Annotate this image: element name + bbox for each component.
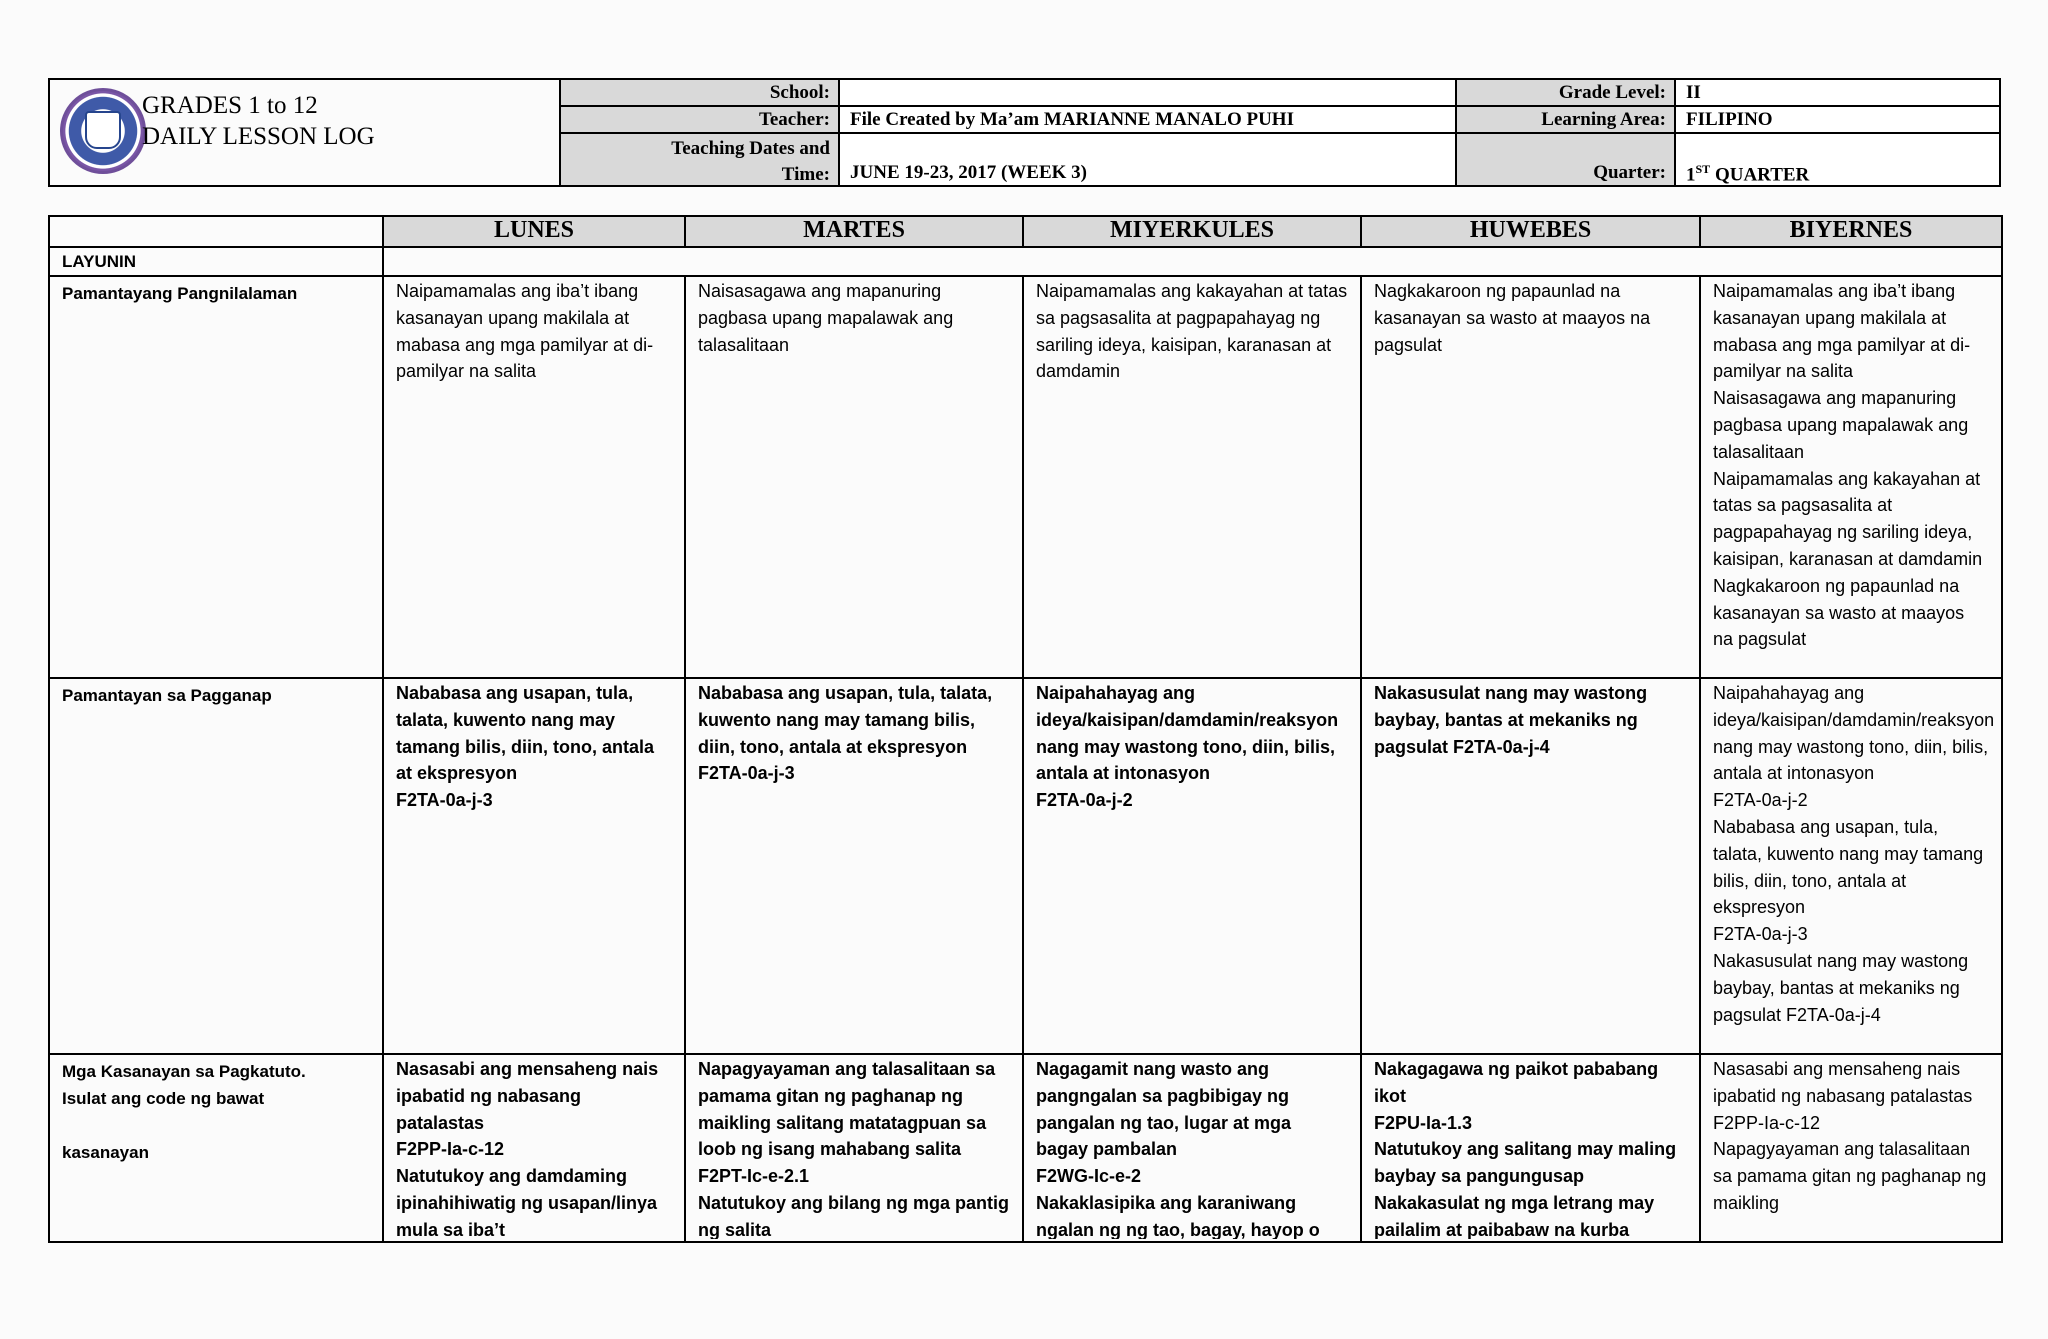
section-label-layunin: LAYUNIN bbox=[49, 247, 383, 276]
table-cell-text: Napagyayaman ang talasalitaan sa pamama gitan ng paghanap ng maikling salitang matatagpuan sa loob ng isang mahabang salita F2PT-Ic-e-2.1 Natutukoy ang bilang ng mga pantig ng salita bbox=[698, 1059, 1010, 1239]
table-cell bbox=[383, 1054, 685, 1242]
grade-level-label: Grade Level: bbox=[1455, 78, 1676, 107]
table-cell: Naipamamalas ang kakayahan at tatas sa pagsasalita at pagpapahayag ng sariling ideya, kaisipan, karanasan at damdamin bbox=[1023, 276, 1361, 678]
table-cell-text: Nakagagawa ng paikot pababang ikot F2PU-Ia-1.3 Natutukoy ang salitang may maling baybay sa pangungusap Nakakasulat ng mga letrang may pailalim at paibabaw na kurba bbox=[1374, 1059, 1677, 1239]
day-header: HUWEBES bbox=[1361, 216, 1700, 247]
table-cell bbox=[1361, 1054, 1700, 1242]
day-header: MARTES bbox=[685, 216, 1023, 247]
teaching-dates-value: JUNE 19-23, 2017 (WEEK 3) bbox=[838, 132, 1457, 187]
teaching-dates-label-line1: Teaching Dates and bbox=[671, 138, 830, 159]
section-row bbox=[49, 247, 2002, 276]
table-cell: Naisasagawa ang mapanuring pagbasa upang mapalawak ang talasalitaan bbox=[685, 276, 1023, 678]
table-cell: Naipahahayag ang ideya/kaisipan/damdamin/reaksyon nang may wastong tono, diin, bilis, antala at intonasyon F2TA-0a-j-2 Nababasa ang usapan, tula, talata, kuwento nang may tamang bilis, diin, tono, antala at ekspresyon F2TA-0a-j-3 Nakasusulat nang may wastong baybay, bantas at mekaniks ng pagsulat F2TA-0a-j-4 bbox=[1700, 678, 2002, 1054]
grade-level-value: II bbox=[1674, 78, 2001, 107]
table-cell-text: Nasasabi ang mensaheng nais ipabatid ng nabasang patalastas F2PP-Ia-c-12 Napagyayaman ang talasalitaan sa pamama gitan ng paghanap ng maikling bbox=[1713, 1059, 1987, 1213]
quarter-label: Quarter: bbox=[1455, 132, 1676, 187]
quarter-value bbox=[1674, 132, 2001, 187]
quarter-suffix: ST bbox=[1695, 162, 1711, 176]
section-empty-cell bbox=[383, 247, 2002, 276]
day-header: LUNES bbox=[383, 216, 685, 247]
school-value bbox=[838, 78, 1457, 107]
table-cell: Nababasa ang usapan, tula, talata, kuwento nang may tamang bilis, diin, tono, antala at ekspresyon F2TA-0a-j-3 bbox=[685, 678, 1023, 1054]
quarter-number: 1 bbox=[1686, 164, 1696, 186]
table-cell bbox=[1023, 1054, 1361, 1242]
row-label-line3: kasanayan bbox=[62, 1143, 149, 1162]
table-cell: Naipamamalas ang iba’t ibang kasanayan upang makilala at mabasa ang mga pamilyar at di-pamilyar na salita bbox=[383, 276, 685, 678]
table-cell: Nagkakaroon ng papaunlad na kasanayan sa wasto at maayos na pagsulat bbox=[1361, 276, 1700, 678]
table-cell bbox=[685, 1054, 1023, 1242]
day-header: BIYERNES bbox=[1700, 216, 2002, 247]
quarter-word: QUARTER bbox=[1710, 164, 1810, 186]
day-header-row bbox=[49, 216, 2002, 247]
deped-seal-logo bbox=[60, 88, 146, 174]
table-cell-text: Nagagamit nang wasto ang pangngalan sa pagbibigay ng pangalan ng tao, lugar at mga bagay pambalan F2WG-Ic-e-2 Nakaklasipika ang karaniwang ngalan ng ng tao, bagay, hayop o bbox=[1036, 1059, 1320, 1239]
table-cell: Nakasusulat nang may wastong baybay, bantas at mekaniks ng pagsulat F2TA-0a-j-4 bbox=[1361, 678, 1700, 1054]
table-cell: Naipamamalas ang iba’t ibang kasanayan upang makilala at mabasa ang mga pamilyar at di-pamilyar na salita Naisasagawa ang mapanuring pagbasa upang mapalawak ang talasalitaan Naipamamalas ang kakayahan at tatas sa pagsasalita at pagpapahayag ng sariling ideya, kaisipan, karanasan at damdamin Nagkakaroon ng papaunlad na kasanayan sa wasto at maayos na pagsulat bbox=[1700, 276, 2002, 678]
document-title bbox=[142, 90, 375, 152]
day-header: MIYERKULES bbox=[1023, 216, 1361, 247]
row-label bbox=[49, 1054, 383, 1242]
teacher-value: File Created by Ma’am MARIANNE MANALO PUHI bbox=[838, 105, 1457, 134]
table-cell bbox=[1700, 1054, 2002, 1242]
corner-cell bbox=[49, 216, 383, 247]
table-row bbox=[49, 276, 2002, 678]
table-cell: Nababasa ang usapan, tula, talata, kuwento nang may tamang bilis, diin, tono, antala at ekspresyon F2TA-0a-j-3 bbox=[383, 678, 685, 1054]
lesson-log-table bbox=[48, 215, 2003, 1243]
header-logo-block bbox=[48, 78, 560, 187]
learning-area-value: FILIPINO bbox=[1674, 105, 2001, 134]
teacher-label: Teacher: bbox=[559, 105, 840, 134]
title-line-1: GRADES 1 to 12 bbox=[142, 92, 318, 119]
table-cell: Naipahahayag ang ideya/kaisipan/damdamin/reaksyon nang may wastong tono, diin, bilis, antala at intonasyon F2TA-0a-j-2 bbox=[1023, 678, 1361, 1054]
teaching-dates-label-line2: Time: bbox=[781, 164, 830, 185]
table-cell-text: Nasasabi ang mensaheng nais ipabatid ng nabasang patalastas F2PP-Ia-c-12 Natutukoy ang damdaming ipinahihiwatig ng usapan/linya mula sa iba’t bbox=[396, 1059, 659, 1239]
learning-area-label: Learning Area: bbox=[1455, 105, 1676, 134]
row-label: Pamantayan sa Pagganap bbox=[49, 678, 383, 1054]
teaching-dates-label bbox=[559, 132, 840, 187]
row-label: Pamantayang Pangnilalaman bbox=[49, 276, 383, 678]
table-row bbox=[49, 678, 2002, 1054]
title-line-2: DAILY LESSON LOG bbox=[142, 123, 375, 150]
row-label-line1: Mga Kasanayan sa Pagkatuto. bbox=[62, 1062, 306, 1081]
row-label-line2: Isulat ang code ng bawat bbox=[62, 1089, 265, 1108]
school-label: School: bbox=[559, 78, 840, 107]
table-row bbox=[49, 1054, 2002, 1242]
